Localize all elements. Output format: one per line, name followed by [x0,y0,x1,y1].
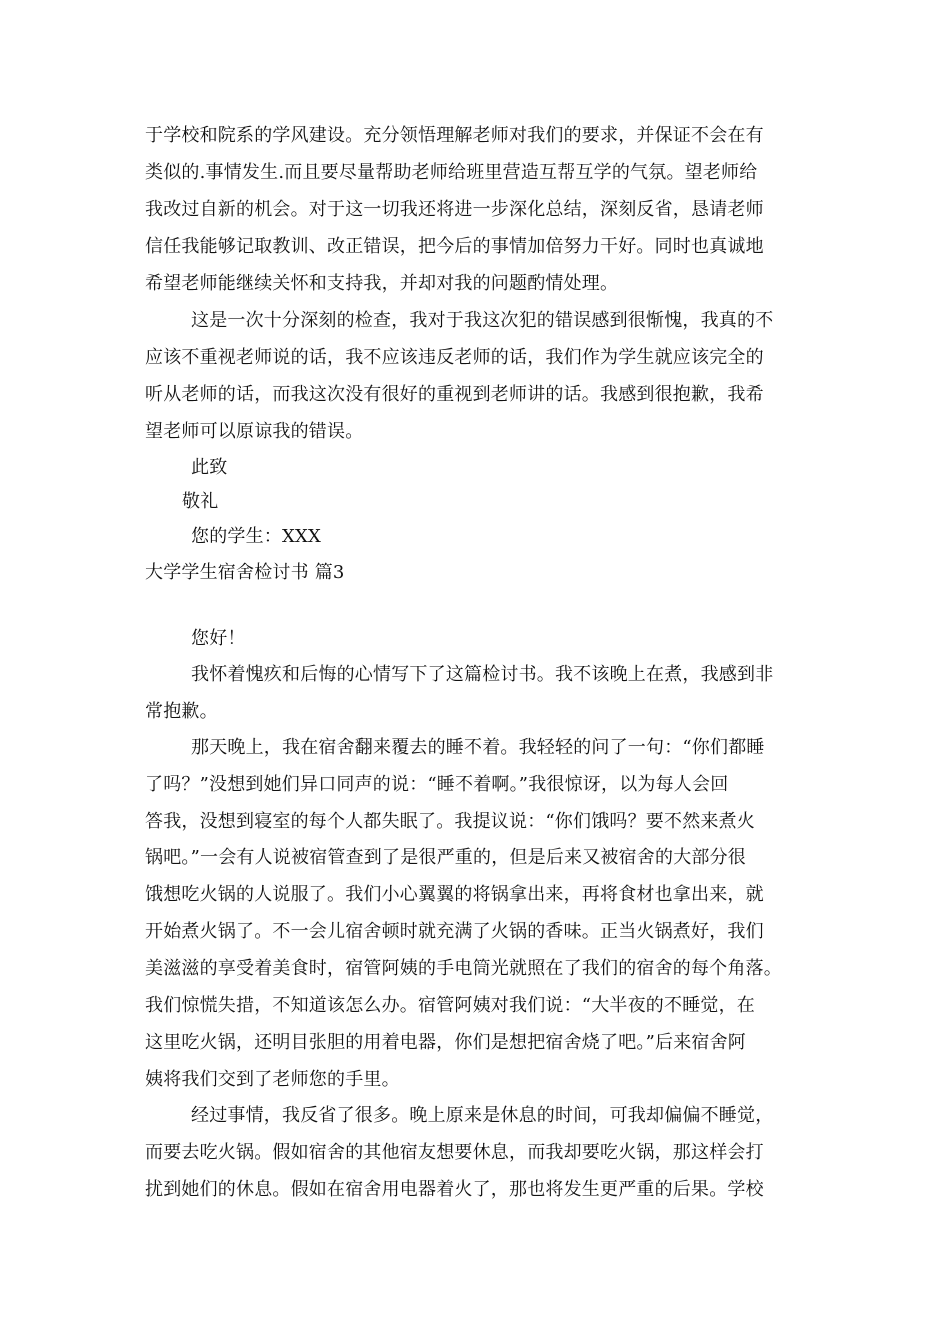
closing-cizhi: 此致 [191,457,228,478]
paragraph-line: 常抱歉。 [145,701,218,722]
paragraph-line: 我们惊慌失措，不知道该怎么办。宿管阿姨对我们说：“大半夜的不睡觉，在 [145,995,755,1016]
paragraph-line: 于学校和院系的学风建设。充分领悟理解老师对我们的要求，并保证不会在有 [145,125,764,146]
paragraph-line: 我怀着愧疚和后悔的心情写下了这篇检讨书。我不该晚上在煮，我感到非 [191,664,774,685]
paragraph-line: 听从老师的话，而我这次没有很好的重视到老师讲的话。我感到很抱歉，我希 [145,384,764,405]
paragraph-line: 希望老师能继续关怀和支持我，并却对我的问题酌情处理。 [145,273,619,294]
paragraph-line: 扰到她们的休息。假如在宿舍用电器着火了，那也将发生更严重的后果。学校 [145,1179,764,1200]
closing-jingli: 敬礼 [182,491,219,512]
paragraph-line: 姨将我们交到了老师您的手里。 [145,1069,400,1090]
paragraph-line: 信任我能够记取教训、改正错误，把今后的事情加倍努力干好。同时也真诚地 [145,236,764,257]
paragraph-line: 那天晚上，我在宿舍翻来覆去的睡不着。我轻轻的问了一句：“你们都睡 [191,737,765,758]
greeting: 您好！ [191,628,246,649]
signature: 您的学生：XXX [191,526,322,547]
paragraph-line: 了吗？”没想到她们异口同声的说：“睡不着啊。”我很惊讶，以为每人会回 [145,774,729,795]
paragraph-line: 我改过自新的机会。对于这一切我还将进一步深化总结，深刻反省，恳请老师 [145,199,764,220]
paragraph-line: 望老师可以原谅我的错误。 [145,421,364,442]
section-heading: 大学学生宿舍检讨书 篇3 [145,562,345,583]
paragraph-line: 美滋滋的享受着美食时，宿管阿姨的手电筒光就照在了我们的宿舍的每个角落。 [145,958,782,979]
paragraph-line: 类似的.事情发生.而且要尽量帮助老师给班里营造互帮互学的气氛。望老师给 [145,162,758,183]
paragraph-line: 答我，没想到寝室的每个人都失眠了。我提议说：“你们饿吗？要不然来煮火 [145,811,755,832]
paragraph-line: 而要去吃火锅。假如宿舍的其他宿友想要休息，而我却要吃火锅，那这样会打 [145,1142,764,1163]
paragraph-line: 开始煮火锅了。不一会儿宿舍顿时就充满了火锅的香味。正当火锅煮好，我们 [145,921,764,942]
paragraph-line: 这里吃火锅，还明目张胆的用着电器，你们是想把宿舍烧了吧。”后来宿舍阿 [145,1032,746,1053]
paragraph-line: 饿想吃火锅的人说服了。我们小心翼翼的将锅拿出来，再将食材也拿出来，就 [145,884,764,905]
paragraph-line: 锅吧。”一会有人说被宿管查到了是很严重的，但是后来又被宿舍的大部分很 [145,847,746,868]
paragraph-line: 经过事情，我反省了很多。晚上原来是休息的时间，可我却偏偏不睡觉， [191,1105,774,1126]
paragraph-line: 应该不重视老师说的话，我不应该违反老师的话，我们作为学生就应该完全的 [145,347,764,368]
paragraph-line: 这是一次十分深刻的检查，我对于我这次犯的错误感到很惭愧，我真的不 [191,310,774,331]
